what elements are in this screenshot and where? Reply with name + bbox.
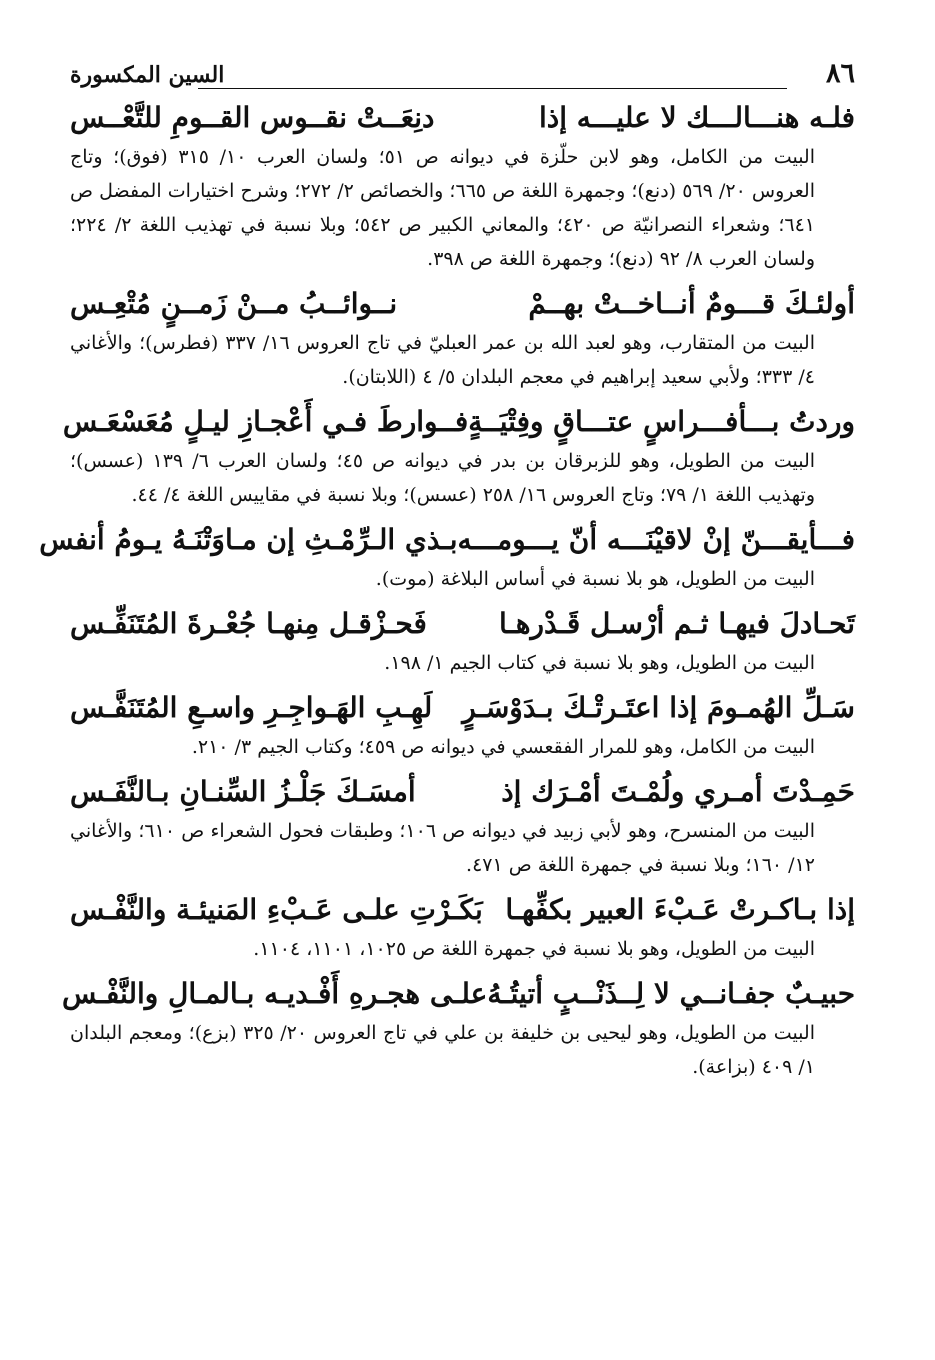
citation-note: البيت من الطويل، وهو ليحيى بن خليفة بن علي في تاج العروس ٢٠/ ٣٢٥ (بزع)؛ ومعجم البلدان ١/ ٤٠٩ (بزاعة). bbox=[70, 1022, 815, 1078]
verse-line bbox=[70, 888, 855, 932]
verse-entry bbox=[70, 686, 855, 764]
page-number: ٨٦ bbox=[825, 58, 855, 89]
second-hemistich: نــوائــبُ مــنْ زَمــنٍ مُتْعِـس bbox=[70, 287, 398, 320]
citation-note: البيت من الطويل، وهو بلا نسبة في كتاب الجيم ١/ ١٩٨. bbox=[384, 652, 815, 674]
first-hemistich: إذا بـاكـرتْ عَـبْءَ العبير بكفِّهـا bbox=[505, 893, 855, 926]
first-hemistich: حَمِـدْتَ أمـري ولُمْـتَ أمْـرَك إذ bbox=[501, 775, 855, 808]
first-hemistich: تَحـادلَ فيهـا ثـم أرْسـل قَـدْرهـا bbox=[499, 607, 855, 640]
verse-entry bbox=[70, 888, 855, 966]
second-hemistich: أمسَـكَ جَلْـزُ السِّنـانِ بـالنَّفَـس bbox=[70, 775, 416, 808]
citation-note: البيت من الكامل، وهو للمرار الفقعسي في ديوانه ص ٤٥٩؛ وكتاب الجيم ٣/ ٢١٠. bbox=[191, 736, 815, 758]
second-hemistich: فــوارطَ فـي أَعْجـازِ ليـلٍ مُعَسْعَـس bbox=[62, 405, 469, 438]
verse-entry bbox=[70, 282, 855, 394]
second-hemistich: لَهِـبِ الهَـواجِـرِ واسـعِ المُتَنَفَّـس bbox=[70, 691, 433, 724]
citation-note: البيت من المنسرح، وهو لأبي زبيد في ديوانه ص ١٠٦؛ وطبقات فحول الشعراء ص ٦١٠؛ والأغاني ١٢/ ١٦٠؛ وبلا نسبة في جمهرة اللغة ص ٤٧١. bbox=[70, 820, 815, 876]
verse-entry bbox=[62, 400, 855, 512]
document-page bbox=[39, 52, 855, 1090]
second-hemistich: دنِعَــتْ نقــوس القــومِ للتَّعْــس bbox=[70, 101, 435, 134]
verse-line bbox=[70, 96, 855, 140]
verse-line bbox=[70, 282, 855, 326]
verse-line bbox=[39, 518, 855, 562]
first-hemistich: سَـلِّ الهُمـومَ إذا اعتَـرتْـكَ بـدَوْسَـرٍ bbox=[462, 691, 855, 724]
verse-entry bbox=[70, 770, 855, 882]
first-hemistich: فلـه هنـــالـــك لا عليـــه إذا bbox=[539, 101, 855, 134]
citation-note: البيت من الكامل، وهو لابن حلّزة في ديوانه ص ٥١؛ ولسان العرب ١٠/ ٣١٥ (فوق)؛ وتاج العروس ٢٠/ ٥٦٩ (دنع)؛ وجمهرة اللغة ص ٦٦٥؛ والخصائص ٢/ ٢٧٢؛ وشرح اختيارات المفضل ص ٦٤١؛ وشعراء النصرانيّة ص ٤٢٠؛ والمعاني الكبير ص ٥٤٢؛ وبلا نسبة في تهذيب اللغة ٢/ ٢٢٤؛ ولسان العرب ٨/ ٩٢ (دنع)؛ وجمهرة اللغة ص ٣٩٨. bbox=[70, 146, 815, 270]
verse-line bbox=[61, 972, 855, 1016]
verse-line bbox=[70, 686, 855, 730]
second-hemistich: بـذي الـرِّمْـثِ إن مـاوَتْنَـهُ يـومُ أنفس bbox=[39, 523, 458, 556]
verse-entry bbox=[39, 518, 855, 596]
verse-entry bbox=[70, 96, 855, 276]
second-hemistich: علـى هجـرهِ أَفْـديـه بـالمـالِ والنَّفْـس bbox=[61, 977, 488, 1010]
citation-note: البيت من الطويل، وهو بلا نسبة في جمهرة اللغة ص ١٠٢٥، ١١٠١، ١١٠٤. bbox=[253, 938, 815, 960]
citation-note: البيت من الطويل، هو بلا نسبة في أساس البلاغة (موت). bbox=[375, 568, 815, 590]
first-hemistich: وردتُ بـــأفـــراسٍ عتـــاقٍ وفِتْيَــةٍ bbox=[468, 405, 855, 438]
verse-line bbox=[70, 602, 855, 646]
citation-note: البيت من المتقارب، وهو لعبد الله بن عمر العبليّ في تاج العروس ١٦/ ٣٣٧ (فطرس)؛ والأغاني ٤/ ٣٣٣؛ ولأبي سعيد إبراهيم في معجم البلدان ٥/ ٤ (اللابتان). bbox=[70, 332, 815, 388]
verse-line bbox=[70, 770, 855, 814]
second-hemistich: فَحـزْقـل مِنهـا جُعْـرةَ المُتَنَفِّـس bbox=[70, 607, 427, 640]
section-title: السين المكسورة bbox=[70, 62, 225, 88]
first-hemistich: حبيـبٌ جفـانــي لا لِــذَنْــبٍ أتيتُـهُ bbox=[487, 977, 855, 1010]
verse-entry bbox=[70, 602, 855, 680]
verse-line bbox=[62, 400, 855, 444]
first-hemistich: فـــأيقـــنّ إنْ لاقيْنَـــه أنّ يـــومـــه bbox=[457, 523, 855, 556]
header-rule bbox=[198, 88, 787, 89]
verse-entry bbox=[61, 972, 855, 1084]
second-hemistich: بَكَـرْتِ علـى عَـبْءِ المَنيئـة والنَّفْـس bbox=[70, 893, 483, 926]
citation-note: البيت من الطويل، وهو للزبرقان بن بدر في ديوانه ص ٤٥؛ ولسان العرب ٦/ ١٣٩ (عسس)؛ وتهذيب اللغة ١/ ٧٩؛ وتاج العروس ١٦/ ٢٥٨ (عسس)؛ وبلا نسبة في مقاييس اللغة ٤/ ٤٤. bbox=[70, 450, 816, 506]
page-header bbox=[70, 52, 855, 96]
first-hemistich: أولئـكَ قـــومٌ أنــاخــتْ بهــمْ bbox=[528, 287, 855, 320]
